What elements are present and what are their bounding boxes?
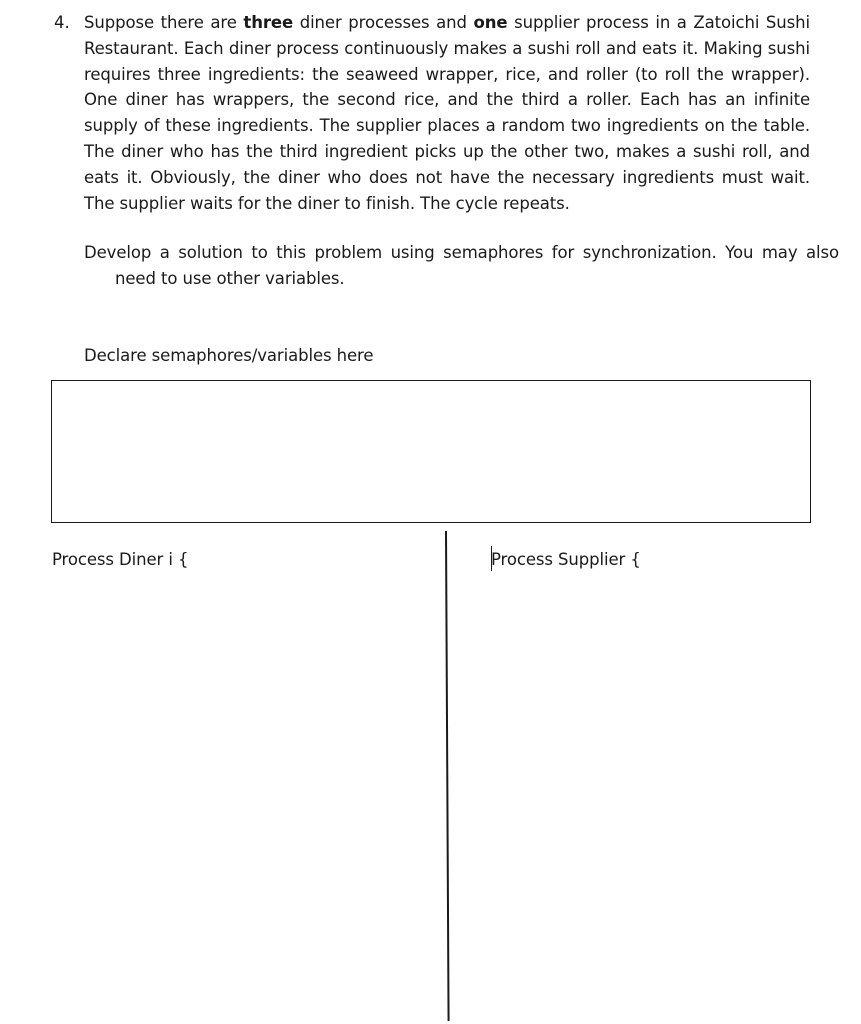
declare-answer-box[interactable] bbox=[51, 380, 811, 523]
question-text: Suppose there are three diner processes and one supplier process in a Zatoichi Sushi Restaurant. Each diner process continuously makes a sushi roll and eats it. Making sushi requires three ingredients: the seaweed wrapper, rice, and roller (to roll the wrapper). One diner has wrappers, the second rice, and the third a roller. Each has an infinite supply of these ingredients. The supplier places a random two ingredients on the table. The diner who has the third ingredient picks up the other two, makes a sushi roll, and eats it. Obviously, the diner who does not have the necessary ingredients must wait. The supplier waits for the diner to finish. The cycle repeats. bbox=[84, 13, 810, 213]
instruction-text: Develop a solution to this problem using semaphores for synchronization. You may also need to use other variables. bbox=[84, 243, 839, 288]
declare-label: Declare semaphores/variables here bbox=[84, 346, 374, 365]
diner-process-label: Process Diner i { bbox=[52, 550, 189, 569]
bold-three: three bbox=[243, 13, 294, 32]
bold-one: one bbox=[473, 13, 508, 32]
supplier-process-label: Process Supplier { bbox=[491, 550, 641, 569]
column-divider bbox=[445, 531, 449, 1021]
question-number: 4. bbox=[54, 13, 70, 32]
question-block bbox=[54, 10, 810, 216]
